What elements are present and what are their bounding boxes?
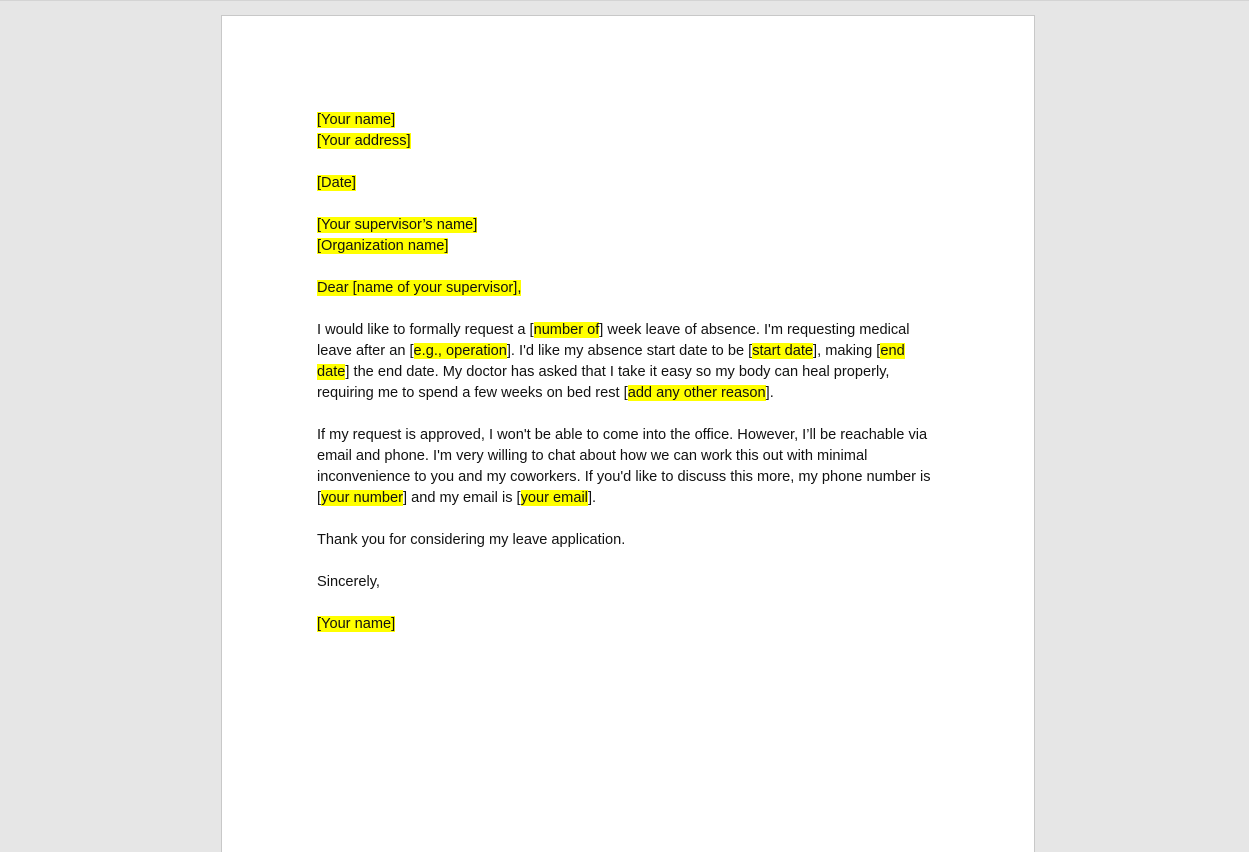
- recipient-block: [317, 215, 947, 257]
- date-field[interactable]: [Date]: [317, 175, 356, 191]
- email-placeholder[interactable]: your email: [520, 490, 588, 506]
- text-run: ], making [: [813, 343, 881, 359]
- signature-block: [317, 614, 947, 635]
- paragraph-contact: [317, 425, 947, 509]
- end-date-placeholder-part1[interactable]: end: [880, 343, 905, 359]
- salutation-line: [317, 278, 947, 299]
- letter-body: [317, 110, 947, 656]
- document-page[interactable]: [221, 15, 1035, 852]
- text-run: ] week leave of absence. I'm requesting medical: [599, 322, 910, 338]
- end-date-placeholder-part2[interactable]: date: [317, 364, 346, 380]
- supervisor-name-line: [317, 215, 947, 236]
- paragraph-line: [317, 341, 947, 362]
- sender-address-line: [317, 131, 947, 152]
- text-run: ].: [587, 490, 597, 506]
- paragraph-line: If my request is approved, I won't be able to come into the office. However, I’ll be reachable via: [317, 427, 928, 443]
- closing-line: Sincerely,: [317, 574, 380, 590]
- paragraph-line: inconvenience to you and my coworkers. If you'd like to discuss this more, my phone number is: [317, 469, 931, 485]
- paragraph-request: [317, 320, 947, 404]
- supervisor-name[interactable]: [Your supervisor’s name]: [317, 217, 478, 233]
- text-run: ].: [765, 385, 774, 401]
- text-run: requiring me to spend a few weeks on bed rest [: [317, 385, 628, 401]
- thanks-line: Thank you for considering my leave application.: [317, 532, 626, 548]
- sender-block: [317, 110, 947, 152]
- thanks-block: [317, 530, 947, 551]
- other-reason-placeholder[interactable]: add any other reason: [627, 385, 766, 401]
- paragraph-line: [317, 488, 947, 509]
- start-date-placeholder[interactable]: start date: [752, 343, 814, 359]
- number-of-weeks-placeholder[interactable]: number of: [533, 322, 600, 338]
- salutation-block: [317, 278, 947, 299]
- date-line: [317, 173, 947, 194]
- signature-line: [317, 614, 947, 635]
- sender-name[interactable]: [Your name]: [317, 112, 396, 128]
- text-run: ] and my email is [: [403, 490, 521, 506]
- text-run: I would like to formally request a [: [317, 322, 534, 338]
- sender-name-line: [317, 110, 947, 131]
- sender-address[interactable]: [Your address]: [317, 133, 411, 149]
- text-run: [: [317, 490, 322, 506]
- organization-name[interactable]: [Organization name]: [317, 238, 449, 254]
- top-border: [0, 0, 1249, 1]
- paragraph-line: [317, 383, 947, 404]
- reason-placeholder[interactable]: e.g., operation: [413, 343, 507, 359]
- paragraph-line: [317, 320, 947, 341]
- salutation[interactable]: Dear [name of your supervisor],: [317, 280, 522, 296]
- paragraph-line: [317, 362, 947, 383]
- phone-number-placeholder[interactable]: your number: [321, 490, 403, 506]
- text-run: ]. I'd like my absence start date to be [: [506, 343, 753, 359]
- organization-line: [317, 236, 947, 257]
- date-block: [317, 173, 947, 194]
- closing-block: [317, 572, 947, 593]
- text-run: ] the end date. My doctor has asked that I take it easy so my body can heal properly,: [345, 364, 890, 380]
- text-run: leave after an [: [317, 343, 414, 359]
- paragraph-line: email and phone. I'm very willing to chat about how we can work this out with minimal: [317, 448, 868, 464]
- signature-name[interactable]: [Your name]: [317, 616, 396, 632]
